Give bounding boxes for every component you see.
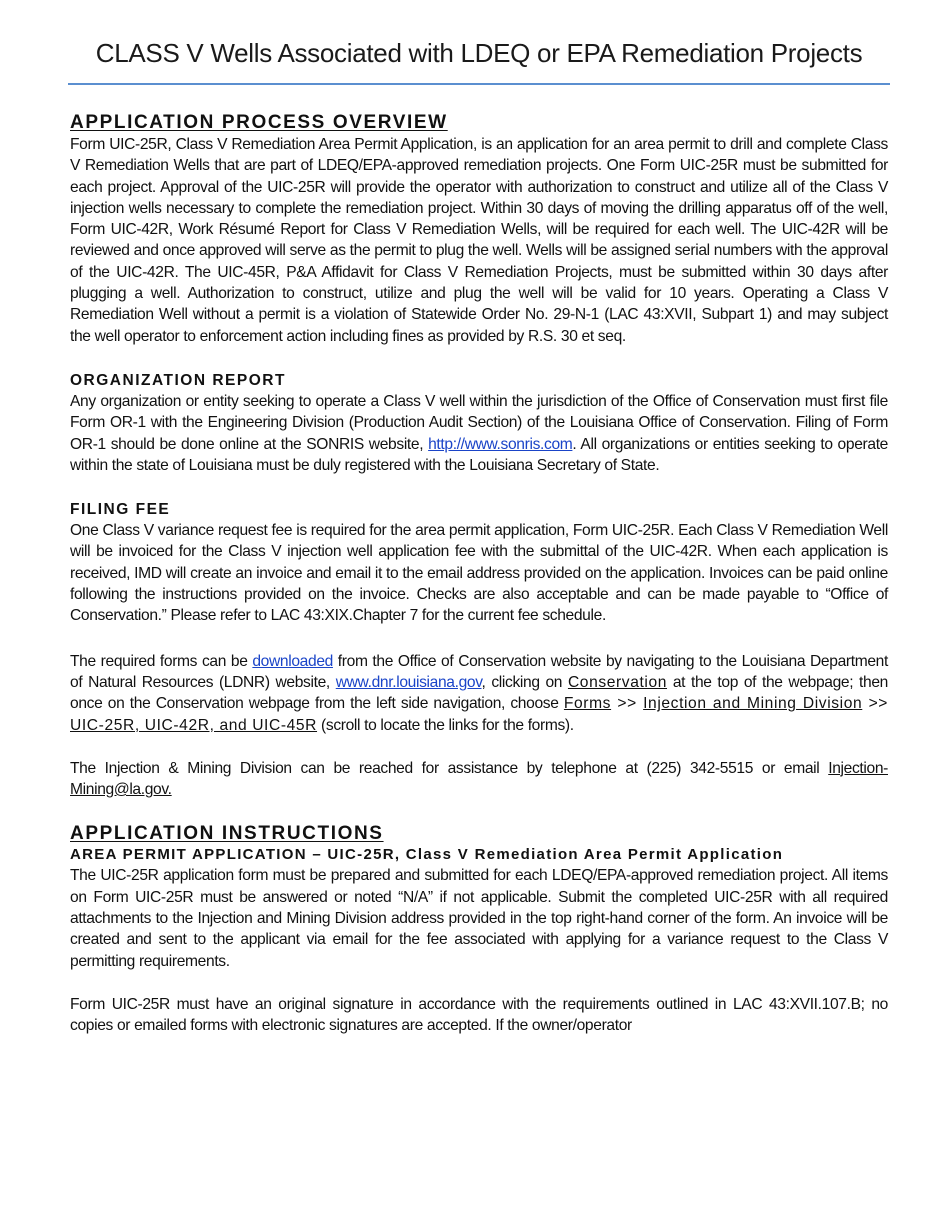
organization-section: [70, 371, 888, 476]
instructions-section: [70, 822, 888, 1036]
dnr-website-link[interactable]: www.dnr.louisiana.gov: [335, 673, 482, 691]
forms-paragraph: [70, 651, 888, 736]
email-link[interactable]: Injection-Mining@la.gov.: [70, 759, 888, 799]
conservation-nav-link[interactable]: Conservation: [567, 673, 668, 691]
instructions-paragraph-1: The UIC-25R application form must be prepared and submitted for each LDEQ/EPA-approved remediation project. All items on Form UIC-25R must be answered or noted “N/A” if not applicable. Submit the completed UIC-25R with all required attachments to the Injection and Mining Division address provided in the top right-hand corner of the form. An invoice will be created and sent to the applicant via email for the fee associated with applying for a variance request to the Class V permitting requirements.: [70, 867, 888, 970]
document-body: [70, 111, 888, 1037]
uic-forms-nav-link[interactable]: UIC-25R, UIC-42R, and UIC-45R: [70, 716, 318, 734]
organization-heading: ORGANIZATION REPORT: [70, 371, 286, 389]
contact-text: The Injection & Mining Division can be reached for assistance by telephone at (225) 342-5515 or email: [70, 759, 829, 777]
organization-text-1: Any organization or entity seeking to operate a Class V well within the jurisdiction of the Office of Conservation must first file Form OR-1 with the Engineering Division (Production Audit Section) of the Louisiana Office of Conservation. Filing of Form OR-1 should be done online at the SONRIS website,: [70, 392, 888, 453]
downloaded-link[interactable]: downloaded: [252, 652, 333, 670]
nav-separator: >>: [611, 695, 644, 713]
instructions-subheading: AREA PERMIT APPLICATION – UIC-25R, Class V Remediation Area Permit Application: [70, 846, 784, 864]
forms-text-2: from the Office of Conservation website by navigating to the Louisiana Department of Natural Resources (LDNR) website,: [70, 652, 888, 691]
forms-nav-link[interactable]: Forms: [563, 695, 612, 713]
organization-paragraph: [70, 391, 888, 476]
organization-text-2: . All organizations or entities seeking to operate within the state of Louisiana must be duly registered with the Louisiana Secretary of State.: [70, 435, 888, 474]
filing-fee-heading: FILING FEE: [70, 501, 171, 519]
title-divider: [68, 83, 890, 85]
overview-heading: APPLICATION PROCESS OVERVIEW: [70, 112, 448, 133]
forms-text-5: (scroll to locate the links for the forms).: [317, 716, 574, 734]
overview-section: [70, 111, 888, 347]
imd-nav-link[interactable]: Injection and Mining Division: [643, 695, 863, 713]
contact-paragraph: [70, 758, 888, 801]
forms-text-3: , clicking on: [481, 673, 568, 691]
forms-text-4: at the top of the webpage; then once on the Conservation webpage from the left side navigation, choose: [70, 673, 888, 713]
document-title: CLASS V Wells Associated with LDEQ or EPA Remediation Projects: [95, 38, 863, 68]
filing-fee-paragraph: One Class V variance request fee is required for the area permit application, Form UIC-25R. Each Class V Remediation Well will be invoiced for the Class V injection well application fee with the submittal of the UIC-42R. When each application is received, IMD will create an invoice and email it to the email address provided on the application. Invoices can be paid online following the instructions provided on the invoice. Checks are also acceptable and can be made payable to “Office of Conservation.” Please refer to LAC 43:XIX.Chapter 7 for the current fee schedule.: [70, 522, 888, 625]
instructions-heading: APPLICATION INSTRUCTIONS: [70, 823, 384, 845]
forms-text-1: The required forms can be: [70, 652, 253, 670]
overview-paragraph: Form UIC-25R, Class V Remediation Area Permit Application, is an application for an area permit to drill and complete Class V Remediation Wells that are part of LDEQ/EPA-approved remediation projects. One Form UIC-25R must be submitted for each project. Approval of the UIC-25R will provide the operator with authorization to construct and utilize all of the Class V injection wells necessary to complete the remediation project. Within 30 days of moving the drilling apparatus off of the well, Form UIC-42R, Work Résumé Report for Class V Remediation Wells, will be required for each well. The UIC-42R will be reviewed and once approved will serve as the permit to plug the well. Wells will be assigned serial numbers with the approval of the UIC-42R. The UIC-45R, P&A Affidavit for Class V Remediation Projects, must be submitted within 30 days after plugging a well. Authorization to construct, utilize and plug the well will be valid for 10 years. Operating a Class V Remediation Well without a permit is a violation of Statewide Order No. 29-N-1 (LAC 43:XVII, Subpart 1) and may subject the well operator to enforcement action including fines as provided by R.S. 30 et seq.: [70, 136, 888, 345]
filing-fee-section: [70, 500, 888, 626]
nav-separator: >>: [862, 695, 888, 713]
instructions-paragraph-2: Form UIC-25R must have an original signature in accordance with the requirements outlined in LAC 43:XVII.107.B; no copies or emailed forms with electronic signatures are accepted. If the owner/operator: [70, 995, 888, 1035]
sonris-link[interactable]: http://www.sonris.com: [428, 435, 573, 453]
